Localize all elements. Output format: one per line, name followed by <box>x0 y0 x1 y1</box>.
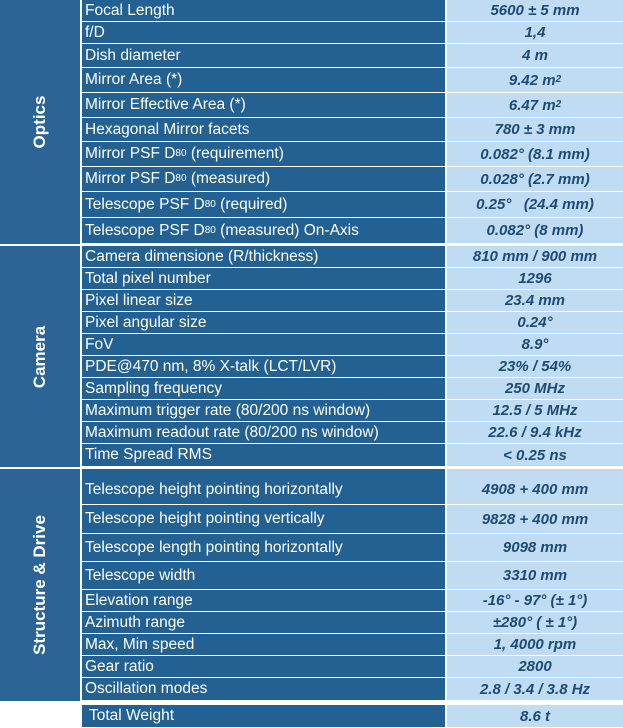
row-value: 0.082° (8 mm) <box>447 218 623 244</box>
row-label: Hexagonal Mirror facets <box>82 118 445 142</box>
row-value: 5600 ± 5 mm <box>447 0 623 22</box>
row-label: Mirror Area (*) <box>82 68 445 93</box>
row-value: 2800 <box>447 656 623 678</box>
structure-drive-section <box>0 469 623 701</box>
row-value: 0.25° (24.4 mm) <box>447 192 623 218</box>
table-row <box>82 68 623 93</box>
table-row <box>82 656 623 678</box>
table-row <box>82 0 623 22</box>
row-label: Azimuth range <box>82 612 445 634</box>
structure-drive-section-header: Structure & Drive <box>0 469 80 701</box>
optics-section-header: Optics <box>0 0 80 244</box>
total-weight-row <box>82 705 623 728</box>
row-value: 2.8 / 3.4 / 3.8 Hz <box>447 678 623 701</box>
row-label: Gear ratio <box>82 656 445 678</box>
row-value: 6.47 m 2 <box>447 93 623 118</box>
row-label: Dish diameter <box>82 44 445 68</box>
row-value: 3310 mm <box>447 562 623 590</box>
table-row <box>82 167 623 192</box>
table-row <box>82 218 623 244</box>
row-label: Camera dimensione (R/thickness) <box>82 246 445 268</box>
row-value: ±280° ( ± 1°) <box>447 612 623 634</box>
row-value: 1, 4000 rpm <box>447 634 623 656</box>
total-weight-label: Total Weight <box>82 705 445 728</box>
row-value: 9828 + 400 mm <box>447 505 623 534</box>
row-value: 810 mm / 900 mm <box>447 246 623 268</box>
optics-section <box>0 0 623 244</box>
table-row <box>82 118 623 142</box>
row-label: Maximum readout rate (80/200 ns window) <box>82 422 445 444</box>
row-value: 12.5 / 5 MHz <box>447 400 623 422</box>
row-label: Telescope width <box>82 562 445 590</box>
row-value: 22.6 / 9.4 kHz <box>447 422 623 444</box>
table-row <box>82 334 623 356</box>
camera-rows <box>82 246 623 467</box>
table-row <box>82 290 623 312</box>
row-label: Mirror Effective Area (*) <box>82 93 445 118</box>
row-label: Total pixel number <box>82 268 445 290</box>
total-weight-section <box>0 705 623 728</box>
row-value: < 0.25 ns <box>447 444 623 467</box>
table-row <box>82 590 623 612</box>
row-value: 4 m <box>447 44 623 68</box>
row-label: Oscillation modes <box>82 678 445 701</box>
table-row <box>82 192 623 218</box>
optics-rows <box>82 0 623 244</box>
table-row <box>82 634 623 656</box>
row-value: 4908 + 400 mm <box>447 475 623 505</box>
row-label: Sampling frequency <box>82 378 445 400</box>
row-value: 23% / 54% <box>447 356 623 378</box>
row-value: 1,4 <box>447 22 623 44</box>
table-row <box>82 246 623 268</box>
table-row <box>82 268 623 290</box>
row-label: Telescope height pointing vertically <box>82 505 445 534</box>
row-value: 9.42 m 2 <box>447 68 623 93</box>
row-label: FoV <box>82 334 445 356</box>
structure-drive-rows <box>82 469 623 701</box>
table-row <box>82 93 623 118</box>
row-label: Maximum trigger rate (80/200 ns window) <box>82 400 445 422</box>
row-label: Pixel linear size <box>82 290 445 312</box>
table-row <box>82 444 623 467</box>
row-label: Telescope PSF D 80 (required) <box>82 192 445 218</box>
table-row <box>82 142 623 167</box>
table-row <box>82 378 623 400</box>
row-label: Mirror PSF D 80 (measured) <box>82 167 445 192</box>
row-label: Max, Min speed <box>82 634 445 656</box>
table-row <box>82 400 623 422</box>
table-row <box>82 505 623 534</box>
table-row <box>82 422 623 444</box>
row-value: -16° - 97° (± 1°) <box>447 590 623 612</box>
camera-section <box>0 246 623 467</box>
table-row <box>82 22 623 44</box>
row-label: Focal Length <box>82 0 445 22</box>
row-label: f/D <box>82 22 445 44</box>
table-row <box>82 312 623 334</box>
camera-section-header: Camera <box>0 246 80 467</box>
table-row <box>82 475 623 505</box>
table-row <box>82 562 623 590</box>
row-label: Pixel angular size <box>82 312 445 334</box>
total-weight-value: 8.6 t <box>447 705 623 728</box>
row-label: Telescope length pointing horizontally <box>82 534 445 562</box>
row-value: 780 ± 3 mm <box>447 118 623 142</box>
row-label: Elevation range <box>82 590 445 612</box>
row-value: 0.24° <box>447 312 623 334</box>
row-value: 250 MHz <box>447 378 623 400</box>
row-label: PDE@470 nm, 8% X-talk (LCT/LVR) <box>82 356 445 378</box>
row-value: 0.082° (8.1 mm) <box>447 142 623 167</box>
row-label: Telescope height pointing horizontally <box>82 475 445 505</box>
table-row <box>82 612 623 634</box>
row-value: 0.028° (2.7 mm) <box>447 167 623 192</box>
row-value: 23.4 mm <box>447 290 623 312</box>
row-value: 8.9° <box>447 334 623 356</box>
row-value: 1296 <box>447 268 623 290</box>
row-label: Mirror PSF D 80 (requirement) <box>82 142 445 167</box>
row-label: Telescope PSF D 80 (measured) On-Axis <box>82 218 445 244</box>
row-label: Time Spread RMS <box>82 444 445 467</box>
table-row <box>82 534 623 562</box>
row-value: 9098 mm <box>447 534 623 562</box>
table-row <box>82 678 623 701</box>
table-row <box>82 44 623 68</box>
table-row <box>82 356 623 378</box>
